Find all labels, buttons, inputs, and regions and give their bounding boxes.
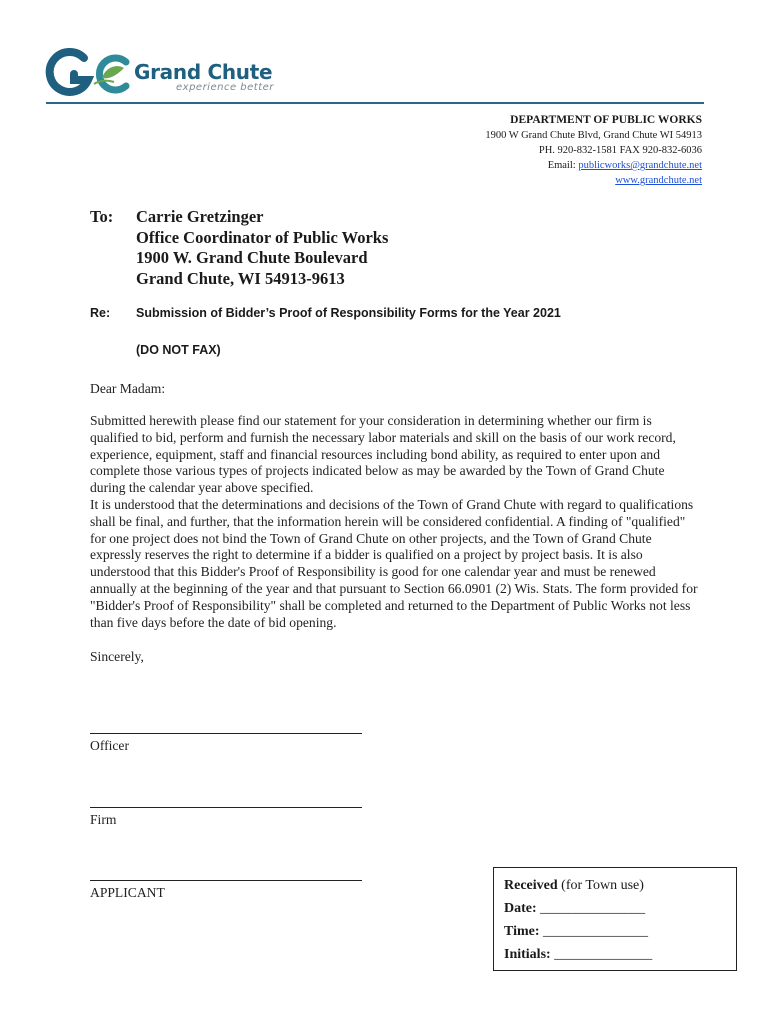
department-title: DEPARTMENT OF PUBLIC WORKS [510, 114, 702, 126]
website-link[interactable]: www.grandchute.net [615, 175, 702, 186]
received-title: Received [504, 878, 558, 893]
received-note: (for Town use) [557, 878, 644, 893]
time-label: Time: [504, 924, 540, 939]
re-label: Re: [90, 306, 111, 320]
department-info [485, 113, 702, 188]
to-label: To: [90, 207, 114, 226]
closing: Sincerely, [90, 649, 144, 664]
initials-label: Initials: [504, 947, 551, 962]
email-link[interactable]: publicworks@grandchute.net [578, 160, 702, 171]
received-header [504, 874, 726, 897]
logo-name: Grand Chute [134, 60, 273, 84]
date-label: Date: [504, 901, 537, 916]
header-divider [46, 102, 704, 104]
officer-signature-line[interactable] [90, 733, 362, 734]
firm-label: Firm [90, 812, 117, 827]
salutation: Dear Madam: [90, 381, 166, 396]
firm-signature-line[interactable] [90, 807, 362, 808]
initials-field[interactable]: ______________ [550, 947, 653, 962]
recipient-street: 1900 W. Grand Chute Boulevard [136, 248, 368, 267]
received-time-row[interactable] [504, 920, 726, 943]
recipient-name: Carrie Gretzinger [136, 207, 264, 226]
department-email-row [485, 158, 702, 173]
body-paragraph-1: Submitted herewith please find our statement for your consideration in determining whether our firm is qualified to bid, perform and furnish the necessary labor materials and skill on the basis of our work record, experience, equipment, staff and financial resources including bond ability, as required to enter upon and complete those various types of projects indicated below as may be awarded by the Town of Grand Chute during the calendar year above specified. [90, 413, 676, 496]
officer-label: Officer [90, 738, 129, 753]
received-initials-row[interactable] [504, 943, 726, 966]
date-field[interactable]: _______________ [536, 901, 646, 916]
received-date-row[interactable] [504, 897, 726, 920]
applicant-label: APPLICANT [90, 885, 165, 900]
department-address: 1900 W Grand Chute Blvd, Grand Chute WI 54913 [485, 130, 702, 141]
applicant-signature-line[interactable] [90, 880, 362, 881]
department-website-row [485, 173, 702, 188]
recipient-title: Office Coordinator of Public Works [136, 227, 389, 247]
logo-tagline: experience better [176, 82, 274, 93]
time-field[interactable]: _______________ [539, 924, 649, 939]
recipient-city: Grand Chute, WI 54913-9613 [136, 268, 345, 288]
email-label: Email: [547, 160, 579, 171]
recipient-address [136, 207, 388, 289]
received-box [493, 867, 737, 971]
body-paragraph-2: It is understood that the determinations and decisions of the Town of Grand Chute with regard to qualifications shall be final, and further, that the information herein will be considered confidential. A finding of "qualified" for one project does not bind the Town of Grand Chute on other projects, and the Town of Grand Chute expressly reserves the right to determine if a bidder is qualified on a project by project basis. It is also understood that this Bidder's Proof of Responsibility is good for one calendar year and must be renewed annually at the beginning of the year and that pursuant to Section 66.0901 (2) Wis. Stats. The form provided for "Bidder's Proof of Responsibility" shall be completed and returned to the Department of Public Works not less than five days before the date of bid opening. [90, 497, 698, 630]
department-phone-fax: PH. 920-832-1581 FAX 920-832-6036 [538, 145, 702, 156]
subject-line: Submission of Bidder’s Proof of Responsibility Forms for the Year 2021 [136, 306, 561, 320]
no-fax-note: (DO NOT FAX) [136, 343, 221, 357]
